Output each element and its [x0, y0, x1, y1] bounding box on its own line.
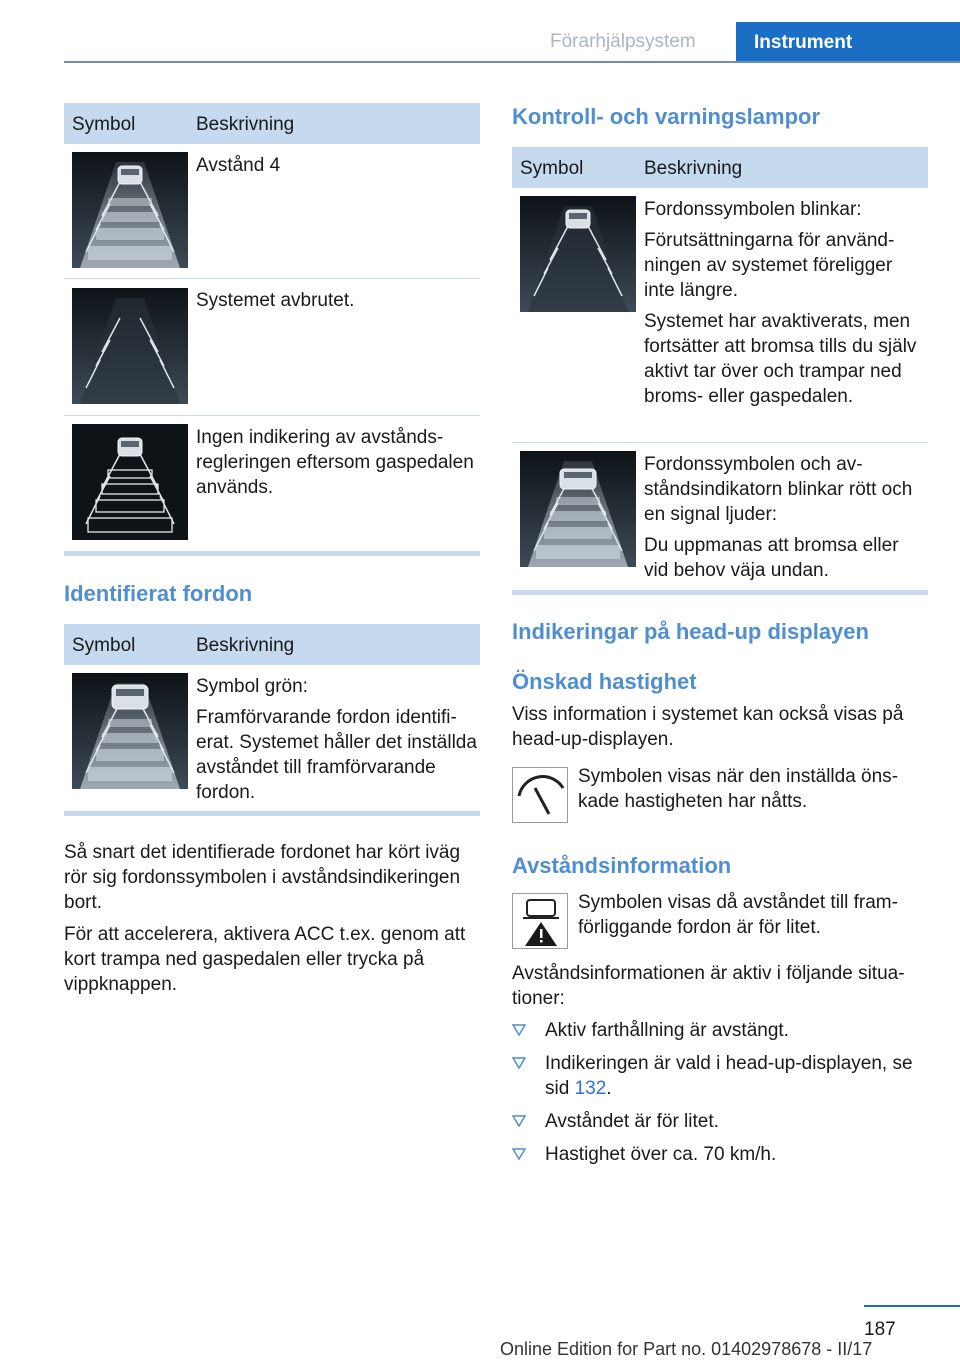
vehicle-blinking-graphic	[520, 196, 636, 312]
list-item	[512, 1051, 928, 1101]
body-text	[512, 702, 928, 759]
table-header	[64, 624, 480, 665]
table-row	[512, 443, 928, 589]
list-item-text: Avståndet är för litet.	[545, 1111, 719, 1132]
col-description-label: Beskrivning	[644, 158, 743, 179]
header-section-title: Förarhjälpsystem	[550, 31, 696, 52]
header-chapter-tab[interactable]: Instrument	[736, 22, 960, 62]
table-row	[64, 665, 480, 809]
table-row	[64, 416, 480, 550]
page-number: 187	[864, 1319, 896, 1340]
paragraph: Avståndsinformationen är aktiv i följande situationer:	[512, 963, 905, 1009]
description-line: Framförvarande fordon identifierat. Systemet håller det inställda avståndet till framförvarande fordon.	[196, 707, 477, 803]
table-end-rule	[64, 551, 480, 556]
bullet-list	[512, 1018, 928, 1175]
table-row	[64, 279, 480, 415]
bullet-triangle-icon	[512, 1024, 526, 1036]
list-item-text: Aktiv farthållning är avstängt.	[545, 1020, 789, 1041]
list-item	[512, 1109, 928, 1134]
col-description-label: Beskrivning	[196, 114, 295, 135]
list-item-text-end: .	[606, 1078, 612, 1099]
system-interrupted-graphic	[72, 288, 188, 404]
body-text	[64, 840, 480, 1004]
distance-warning-icon	[512, 893, 568, 949]
table-end-rule	[64, 811, 480, 816]
table-row	[512, 188, 928, 441]
row-description	[644, 197, 928, 415]
description-line: Symbol grön:	[196, 676, 308, 697]
description-line: Fordonssymbolen blinkar:	[644, 199, 862, 220]
vehicle-detected-graphic	[72, 673, 188, 789]
description-line: Förutsättningarna för användningen av systemet föreligger inte längre.	[644, 230, 895, 301]
paragraph: För att accelerera, aktivera ACC t.ex. genom att kort trampa ned gaspedalen eller trycka på vippknappen.	[64, 924, 466, 995]
description-line: Ingen indikering av avståndsregleringen eftersom gaspedalen används.	[196, 427, 474, 498]
distance-icon-text: Symbolen visas då avståndet till framförliggande fordon är för litet.	[578, 892, 898, 938]
row-description	[196, 153, 480, 184]
list-item-text: Hastighet över ca. 70 km/h.	[545, 1144, 777, 1165]
list-item	[512, 1018, 928, 1043]
section-heading-distance-info: Avståndsinformation	[512, 853, 732, 878]
speed-icon-text: Symbolen visas när den inställda önskade hastigheten har nåtts.	[578, 766, 899, 812]
description-line: Avstånd 4	[196, 155, 281, 176]
bullet-triangle-icon	[512, 1115, 526, 1127]
speedometer-icon	[512, 767, 568, 823]
table-header	[64, 103, 480, 144]
list-item-text: Indikeringen är vald i head-up-displayen, se sid	[545, 1053, 913, 1099]
section-heading-desired-speed: Önskad hastighet	[512, 669, 697, 694]
description-line: Du uppmanas att bromsa eller vid behov väja undan.	[644, 535, 899, 581]
section-heading-hud: Indikeringar på head-up displayen	[512, 619, 869, 644]
table-row	[64, 144, 480, 278]
description-line: Systemet avbrutet.	[196, 290, 355, 311]
bullet-triangle-icon	[512, 1148, 526, 1160]
description-line: Fordonssymbolen och avståndsindikatorn blinkar rött och en signal ljuder:	[644, 454, 913, 525]
no-distance-indication-graphic	[72, 424, 188, 540]
paragraph: Viss information i systemet kan också visas på head-up-displayen.	[512, 704, 904, 750]
edition-footer: Online Edition for Part no. 01402978678 - II/17	[500, 1339, 873, 1359]
distance-4-graphic	[72, 152, 188, 268]
col-description-label: Beskrivning	[196, 635, 295, 656]
col-symbol-label: Symbol	[520, 158, 584, 179]
col-symbol-label: Symbol	[72, 114, 136, 135]
row-description	[196, 425, 480, 506]
paragraph: Så snart det identifierade fordonet har kört iväg rör sig fordonssymbolen i avståndsindikeringen bort.	[64, 842, 461, 913]
distance-warning-red-graphic	[520, 451, 636, 567]
col-symbol-label: Symbol	[72, 635, 136, 656]
body-text	[512, 961, 928, 1018]
table-end-rule	[512, 590, 928, 595]
page-reference-link[interactable]: 132	[574, 1078, 607, 1099]
table-header	[512, 147, 928, 188]
footer-rule	[864, 1305, 960, 1307]
list-item	[512, 1142, 928, 1167]
header-rule	[64, 61, 960, 63]
description-line: Systemet har avaktiverats, men fortsätter att bromsa tills du själv aktivt tar över och trampar ned broms- eller gaspedalen.	[644, 311, 917, 407]
row-description	[196, 288, 480, 319]
row-description	[196, 674, 480, 811]
bullet-triangle-icon	[512, 1057, 526, 1069]
section-heading-lamps: Kontroll- och varningslampor	[512, 104, 821, 129]
section-heading-identified-vehicle: Identifierat fordon	[64, 581, 253, 606]
row-description	[644, 452, 928, 589]
